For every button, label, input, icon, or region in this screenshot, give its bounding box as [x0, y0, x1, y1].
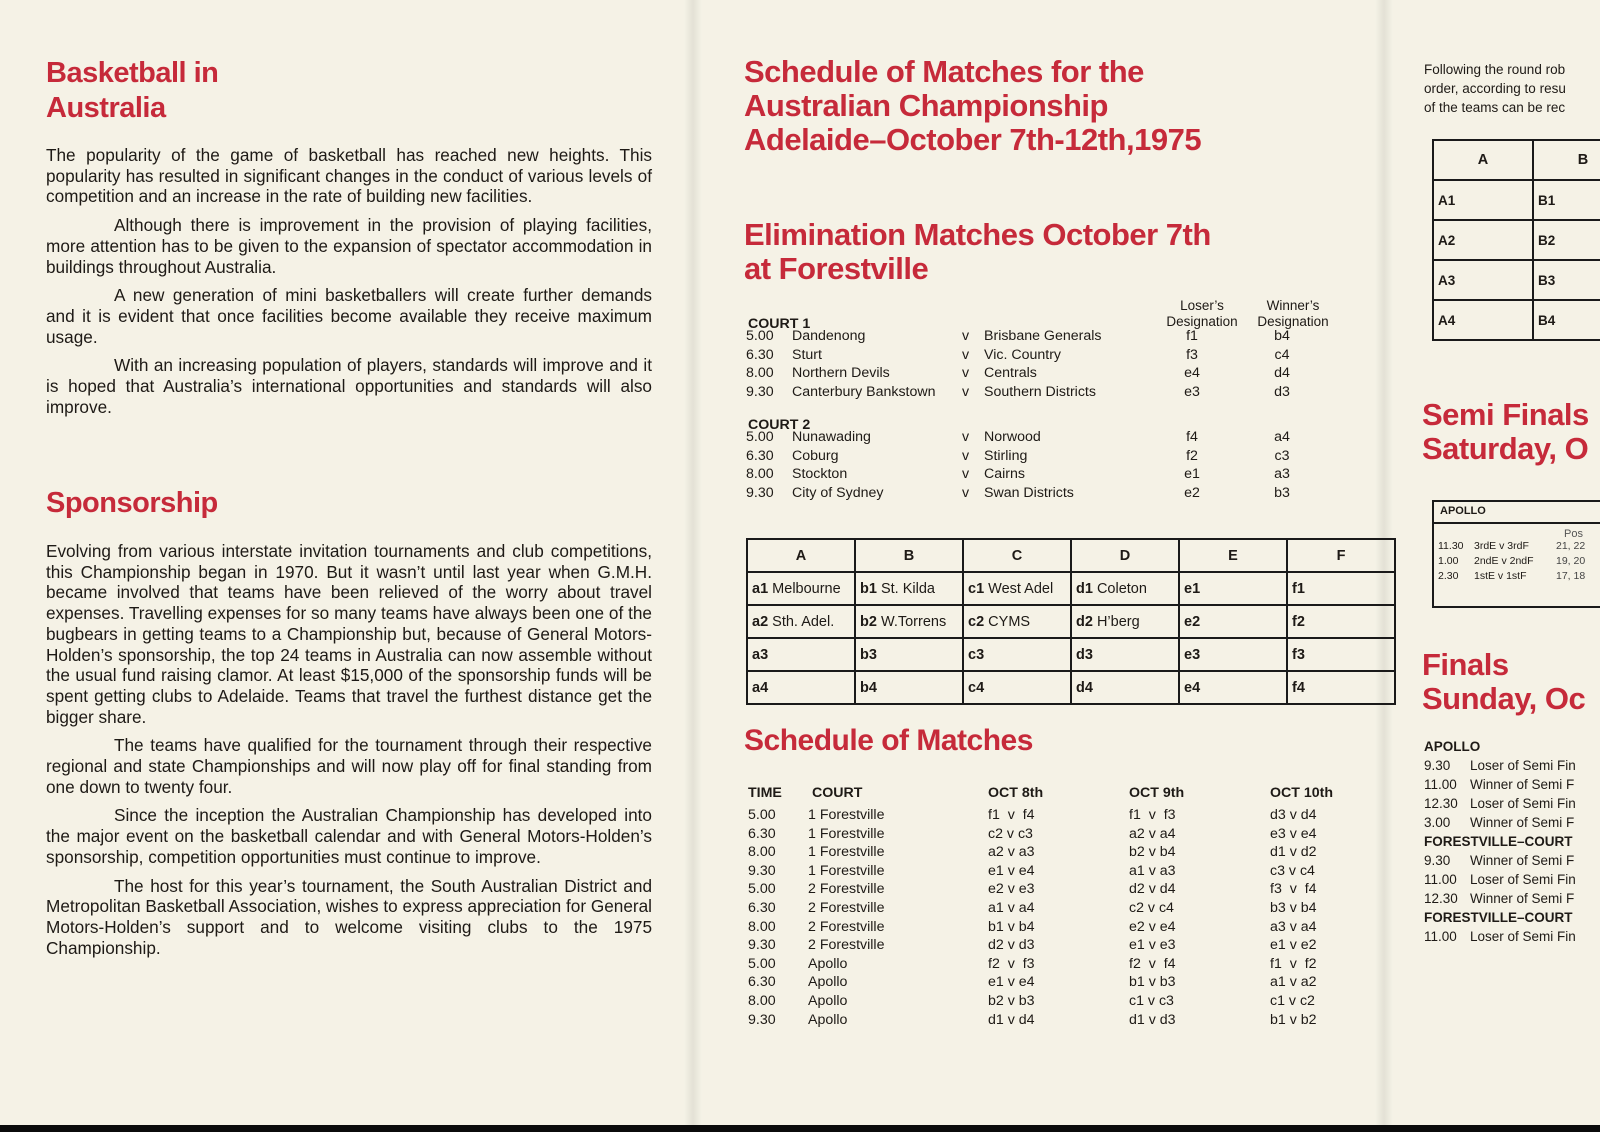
match-loser: f4 [1186, 429, 1198, 445]
title-line: Adelaide–October 7th-12th,1975 [744, 122, 1202, 157]
pool-cell [747, 671, 855, 704]
schedule-d2: e1 v e3 [1129, 937, 1176, 954]
header-time: TIME [748, 785, 782, 801]
match-away: Cairns [984, 466, 1025, 483]
finals-time: 11.00 [1424, 929, 1457, 944]
match-row [744, 384, 1344, 403]
schedule-d3: c3 v c4 [1270, 862, 1315, 879]
title-line: Schedule of Matches for the [744, 54, 1144, 89]
finals-time: 11.00 [1424, 872, 1457, 887]
semi-time: 1.00 [1438, 555, 1459, 567]
schedule-time: 8.00 [748, 844, 776, 861]
pool-row [747, 638, 1395, 671]
semi-time: 11.30 [1438, 540, 1464, 552]
team-code: c2 [968, 613, 985, 630]
team-code: e4 [1184, 679, 1201, 696]
match-home: Stockton [792, 466, 848, 483]
finals-match: Loser of Semi Fin [1470, 758, 1576, 773]
title-line: Sunday, Oc [1422, 681, 1586, 716]
schedule-court: 1 Forestville [808, 862, 885, 879]
finals-match: Loser of Semi Fin [1470, 929, 1576, 944]
page-fold [684, 0, 702, 1125]
final-pool-cell: B3 [1533, 260, 1600, 300]
schedule-d3: f3 v f4 [1270, 881, 1317, 898]
schedule-d1: f2 v f3 [988, 955, 1035, 972]
schedule-time: 9.30 [748, 862, 776, 879]
schedule-d1: a1 v a4 [988, 900, 1035, 916]
pool-cell [855, 572, 963, 605]
match-v: v [962, 384, 970, 401]
finals-time: 9.30 [1424, 853, 1451, 868]
pool-cell [1179, 572, 1287, 605]
semi-pos: 21, 22 [1556, 540, 1586, 552]
final-pool-row [1433, 220, 1600, 260]
team-name: H’berg [1096, 613, 1140, 630]
semi-finals-box [1432, 500, 1600, 608]
schedule-court: 2 Forestville [808, 881, 885, 898]
schedule-row [744, 956, 1344, 975]
semi-match: 1stE v 1stF [1474, 570, 1527, 582]
match-away: Norwood [984, 429, 1041, 445]
match-away: Brisbane Generals [984, 328, 1102, 344]
match-home: Canterbury Bankstown [792, 384, 936, 401]
match-loser: f1 [1186, 328, 1198, 344]
schedule-d1: b1 v b4 [988, 918, 1035, 935]
team-name: W.Torrens [880, 613, 947, 630]
title-line: Australian Championship [744, 88, 1108, 123]
schedule-d3: d1 v d2 [1270, 844, 1317, 861]
schedule-header-row [744, 785, 1344, 804]
team-code: a1 [752, 580, 769, 597]
schedule-d2: f2 v f4 [1129, 955, 1176, 972]
final-pool-row [1433, 260, 1600, 300]
pool-cell [1287, 572, 1395, 605]
pool-cell [1179, 671, 1287, 704]
pool-cell [1071, 605, 1179, 638]
note-line: of the teams can be rec [1424, 100, 1566, 115]
schedule-d1: b2 v b3 [988, 993, 1035, 1009]
pool-table [746, 538, 1396, 705]
paragraph: The teams have qualified for the tournament through their respective regional and state Championships and will now play off for final standing from one down to twenty four. [46, 735, 652, 797]
finals-match: Winner of Semi F [1470, 777, 1575, 792]
match-away: Swan Districts [984, 485, 1074, 502]
schedule-d2: a2 v a4 [1129, 825, 1176, 842]
match-loser: f2 [1186, 447, 1198, 464]
schedule-title: Schedule of Matches [744, 724, 1033, 757]
match-winner: c4 [1274, 346, 1290, 363]
team-code: e2 [1184, 613, 1201, 630]
pool-cell [1071, 671, 1179, 704]
pool-row [747, 605, 1395, 638]
pool-cell [855, 638, 963, 671]
match-loser: e1 [1184, 466, 1200, 483]
schedule-court: 2 Forestville [808, 937, 885, 954]
pool-cell [1071, 572, 1179, 605]
team-code: f1 [1292, 580, 1305, 597]
schedule-court: Apollo [808, 1011, 848, 1028]
finals-time: 12.30 [1424, 891, 1458, 906]
pool-cell [1179, 605, 1287, 638]
schedule-row [744, 1012, 1344, 1031]
pool-cell [963, 638, 1071, 671]
paragraph: Although there is improvement in the provision of playing facilities, more attention has to be given to the expansion of spectator accommodation in buildings throughout Australia. [46, 215, 652, 277]
team-name: Sth. Adel. [772, 613, 835, 630]
final-pool-cell: A1 [1433, 180, 1533, 220]
elimination-title [744, 218, 1211, 286]
match-loser: e3 [1184, 384, 1200, 401]
match-winner: c3 [1274, 447, 1290, 464]
schedule-row [744, 974, 1344, 993]
pool-header: D [1071, 539, 1179, 572]
title-line: Saturday, O [1422, 431, 1589, 466]
schedule-time: 5.00 [748, 955, 776, 972]
pool-cell [1287, 605, 1395, 638]
schedule-court: 1 Forestville [808, 807, 885, 823]
finals-match: Winner of Semi F [1470, 853, 1575, 868]
match-time: 8.00 [746, 365, 774, 382]
semi-box-title: APOLLO [1440, 505, 1486, 517]
schedule-d1: e1 v e4 [988, 974, 1035, 991]
schedule-d2: b2 v b4 [1129, 844, 1176, 861]
schedule-row [744, 900, 1344, 919]
team-code: d3 [1076, 646, 1093, 663]
match-row [744, 347, 1344, 366]
header-oct9: OCT 9th [1129, 785, 1185, 801]
match-away: Vic. Country [984, 346, 1062, 363]
team-code: c3 [968, 646, 985, 663]
intro-note [1424, 60, 1566, 117]
match-loser: e2 [1184, 485, 1200, 502]
winner-header: Winner’s Designation [1257, 298, 1329, 329]
team-code: d4 [1076, 679, 1093, 696]
match-home: Dandenong [792, 328, 866, 344]
middle-panel [744, 0, 1359, 1125]
pool-cell [747, 638, 855, 671]
finals-group-label: FORESTVILLE–COURT [1424, 910, 1573, 925]
schedule-d2: b1 v b3 [1129, 974, 1176, 991]
schedule-d1: d2 v d3 [988, 937, 1035, 954]
schedule-d1: a2 v a3 [988, 844, 1035, 861]
paragraph: With an increasing population of players, standards will improve and it is hoped that Australia’s international opportunities and standards will also improve. [46, 355, 652, 417]
team-code: a4 [752, 679, 769, 696]
loser-header: Loser’s Designation [1166, 298, 1238, 329]
final-pool-header: B [1533, 140, 1600, 180]
schedule-row [744, 919, 1344, 938]
court-2-label: COURT 2 [748, 417, 811, 433]
schedule-time: 5.00 [748, 807, 776, 823]
semi-finals-title [1422, 398, 1589, 466]
semi-box-header [1434, 502, 1600, 524]
match-away: Stirling [984, 447, 1028, 464]
finals-match: Loser of Semi Fin [1470, 796, 1576, 811]
note-line: order, according to resu [1424, 81, 1566, 96]
schedule-court: 1 Forestville [808, 844, 885, 861]
final-pool-cell: B2 [1533, 220, 1600, 260]
schedule-time: 8.00 [748, 993, 776, 1009]
schedule-row [744, 844, 1344, 863]
team-code: e1 [1184, 580, 1201, 597]
schedule-d3: a3 v a4 [1270, 918, 1317, 935]
match-time: 9.30 [746, 384, 774, 401]
team-code: f2 [1292, 613, 1305, 630]
match-loser: f3 [1186, 346, 1198, 363]
match-row [744, 448, 1344, 467]
paragraph: The host for this year’s tournament, the South Australian District and Metropolitan Basketball Association, wishes to express appreciation for General Motors-Holden’s support and to welcome visiting clubs to the 1975 Championship. [46, 875, 652, 958]
pool-cell [747, 572, 855, 605]
finals-time: 12.30 [1424, 796, 1458, 811]
paragraph: Since the inception the Australian Championship has developed into the major event on the basketball calendar and with General Motors-Holden’s sponsorship, competition opportunities must continue to improve. [46, 805, 652, 867]
match-v: v [962, 447, 970, 464]
team-code: e3 [1184, 646, 1201, 663]
final-pool-cell: A3 [1433, 260, 1533, 300]
final-pool-header: A [1433, 140, 1533, 180]
intro-text [46, 145, 652, 425]
match-home: Sturt [792, 346, 822, 363]
title-line: Elimination Matches October 7th [744, 217, 1211, 252]
match-time: 6.30 [746, 447, 774, 464]
paragraph: Evolving from various interstate invitation tournaments and club competitions, this Championship began in 1970. But it wasn’t until last year when G.M.H. became involved that teams have been relieved of the worry about travel expenses. Travelling expenses for so many teams have always been one of the bugbears in getting teams to a Championship but, because of General Motors-Holden’s sponsorship, the top 24 teams in Australia can now assemble without the usual fund raising clamor. At least $15,000 of the sponsorship funds will be spent getting clubs to Adelaide. Teams that travel the furthest distance get the bigger share. [46, 541, 652, 727]
title-line: Semi Finals [1422, 397, 1589, 432]
team-code: f4 [1292, 679, 1305, 696]
sponsorship-text [46, 541, 652, 966]
team-code: b2 [860, 613, 877, 630]
team-code: a3 [752, 646, 769, 663]
match-v: v [962, 429, 970, 445]
header-court: COURT [812, 785, 863, 801]
pool-cell [963, 605, 1071, 638]
final-pool-cell: A4 [1433, 300, 1533, 340]
match-home: Nunawading [792, 429, 871, 445]
finals-time: 9.30 [1424, 758, 1451, 773]
team-code: b4 [860, 679, 877, 696]
schedule-d1: c2 v c3 [988, 825, 1033, 842]
schedule-time: 6.30 [748, 974, 776, 991]
team-name: CYMS [988, 613, 1031, 630]
semi-pos: 19, 20 [1556, 555, 1586, 567]
schedule-time: 9.30 [748, 1011, 776, 1028]
schedule-d3: a1 v a2 [1270, 974, 1317, 991]
semi-row [1434, 570, 1600, 584]
schedule-time: 5.00 [748, 881, 776, 898]
match-v: v [962, 485, 970, 502]
basketball-heading: Basketball in Australia [46, 57, 219, 124]
schedule-d3: e3 v e4 [1270, 825, 1317, 842]
finals-time: 3.00 [1424, 815, 1451, 830]
match-winner: d4 [1274, 365, 1290, 382]
match-home: Coburg [792, 447, 839, 464]
schedule-row [744, 863, 1344, 882]
team-name: Coleton [1096, 580, 1147, 597]
match-time: 8.00 [746, 466, 774, 483]
schedule-d3: c1 v c2 [1270, 993, 1315, 1009]
semi-pos: 17, 18 [1556, 570, 1586, 582]
header-oct8: OCT 8th [988, 785, 1044, 801]
team-code: c1 [968, 580, 985, 597]
schedule-d3: f1 v f2 [1270, 955, 1317, 972]
match-v: v [962, 466, 970, 483]
final-pool-cell: A2 [1433, 220, 1533, 260]
schedule-d3: d3 v d4 [1270, 807, 1317, 823]
team-code: f3 [1292, 646, 1305, 663]
court-1-label: COURT 1 [748, 316, 811, 332]
match-v: v [962, 328, 970, 344]
schedule-d1: e1 v e4 [988, 862, 1035, 879]
team-code: b1 [860, 580, 877, 597]
match-v: v [962, 346, 970, 363]
match-time: 6.30 [746, 346, 774, 363]
note-line: Following the round rob [1424, 62, 1566, 77]
pool-cell [1287, 671, 1395, 704]
schedule-court: 1 Forestville [808, 825, 885, 842]
pos-label: Pos [1564, 528, 1583, 540]
match-home: City of Sydney [792, 485, 884, 502]
match-winner: a3 [1274, 466, 1290, 483]
pool-cell [963, 572, 1071, 605]
pool-header-row [747, 539, 1395, 572]
pool-header: E [1179, 539, 1287, 572]
finals-match: Winner of Semi F [1470, 891, 1575, 906]
schedule-d1: e2 v e3 [988, 881, 1035, 898]
schedule-row [744, 881, 1344, 900]
finals-match: Loser of Semi Fin [1470, 872, 1576, 887]
schedule-court: 2 Forestville [808, 918, 885, 935]
pool-row [747, 572, 1395, 605]
match-row [744, 485, 1344, 504]
schedule-court: 2 Forestville [808, 900, 885, 916]
match-winner: a4 [1274, 429, 1290, 445]
paragraph: A new generation of mini basketballers will create further demands and it is evident that once facilities become available they receive maximum usage. [46, 285, 652, 347]
title-line: at Forestville [744, 251, 929, 286]
schedule-time: 6.30 [748, 825, 776, 842]
match-winner: b4 [1274, 328, 1290, 344]
match-row [744, 429, 1344, 448]
schedule-d2: e2 v e4 [1129, 918, 1176, 935]
finals-group-label: FORESTVILLE–COURT [1424, 834, 1573, 849]
pool-row [747, 671, 1395, 704]
team-code: d1 [1076, 580, 1093, 597]
pool-cell [1179, 638, 1287, 671]
team-code: b3 [860, 646, 877, 663]
schedule-d2: c1 v c3 [1129, 993, 1174, 1009]
team-code: d2 [1076, 613, 1093, 630]
final-pool-header-row [1433, 140, 1600, 180]
schedule-d2: c2 v c4 [1129, 900, 1174, 916]
finals-title [1422, 648, 1585, 716]
match-away: Southern Districts [984, 384, 1096, 401]
finals-time: 11.00 [1424, 777, 1457, 792]
final-pool-row [1433, 300, 1600, 340]
final-pool-cell: B1 [1533, 180, 1600, 220]
schedule-time: 8.00 [748, 918, 776, 935]
schedule-row [744, 993, 1344, 1012]
semi-row [1434, 555, 1600, 569]
schedule-d1: d1 v d4 [988, 1011, 1035, 1028]
schedule-court: Apollo [808, 974, 848, 991]
semi-match: 2ndE v 2ndF [1474, 555, 1534, 567]
match-row [744, 365, 1344, 384]
pool-header: A [747, 539, 855, 572]
match-v: v [962, 365, 970, 382]
finals-group-label: APOLLO [1424, 739, 1481, 754]
schedule-d3: e1 v e2 [1270, 937, 1317, 954]
team-code: c4 [968, 679, 985, 696]
pool-cell [1071, 638, 1179, 671]
schedule-d2: d2 v d4 [1129, 881, 1176, 898]
paragraph: The popularity of the game of basketball has reached new heights. This popularity has resulted in significant changes in the conduct of various levels of competition and an increase in the rate of building new facilities. [46, 145, 652, 207]
schedule-court: Apollo [808, 993, 848, 1009]
schedule-time: 6.30 [748, 900, 776, 916]
semi-row [1434, 540, 1600, 554]
pool-header: C [963, 539, 1071, 572]
match-winner: b3 [1274, 485, 1290, 502]
pool-header: B [855, 539, 963, 572]
header-oct10: OCT 10th [1270, 785, 1334, 801]
right-panel [1422, 0, 1600, 1125]
schedule-d3: b1 v b2 [1270, 1011, 1317, 1028]
pool-cell [855, 671, 963, 704]
match-away: Centrals [984, 365, 1037, 382]
schedule-main-title [744, 55, 1201, 157]
match-row [744, 328, 1344, 347]
team-name: St. Kilda [880, 580, 935, 597]
schedule-time: 9.30 [748, 937, 776, 954]
schedule-d3: b3 v b4 [1270, 900, 1317, 916]
schedule-d2: f1 v f3 [1129, 807, 1176, 823]
schedule-d2: a1 v a3 [1129, 862, 1176, 879]
finals-match: Winner of Semi F [1470, 815, 1575, 830]
final-pool-row [1433, 180, 1600, 220]
pool-cell [963, 671, 1071, 704]
match-time: 9.30 [746, 485, 774, 502]
final-pool-table [1432, 139, 1600, 341]
final-pool-cell: B4 [1533, 300, 1600, 340]
team-code: a2 [752, 613, 769, 630]
schedule-row [744, 807, 1344, 826]
pool-header: F [1287, 539, 1395, 572]
match-winner: d3 [1274, 384, 1290, 401]
sponsorship-heading: Sponsorship [46, 487, 218, 519]
match-time: 5.00 [746, 429, 774, 445]
team-name: Melbourne [772, 580, 841, 597]
semi-match: 3rdE v 3rdF [1474, 540, 1529, 552]
pool-cell [1287, 638, 1395, 671]
schedule-d1: f1 v f4 [988, 807, 1035, 823]
match-row [744, 466, 1344, 485]
schedule-row [744, 826, 1344, 845]
semi-time: 2.30 [1438, 570, 1459, 582]
team-name: West Adel [988, 580, 1054, 597]
match-time: 5.00 [746, 328, 774, 344]
pool-cell [747, 605, 855, 638]
pool-cell [855, 605, 963, 638]
match-loser: e4 [1184, 365, 1200, 382]
schedule-d2: d1 v d3 [1129, 1011, 1176, 1028]
left-panel [46, 0, 652, 1125]
schedule-court: Apollo [808, 955, 848, 972]
match-home: Northern Devils [792, 365, 890, 382]
title-line: Finals [1422, 647, 1509, 682]
schedule-row [744, 937, 1344, 956]
